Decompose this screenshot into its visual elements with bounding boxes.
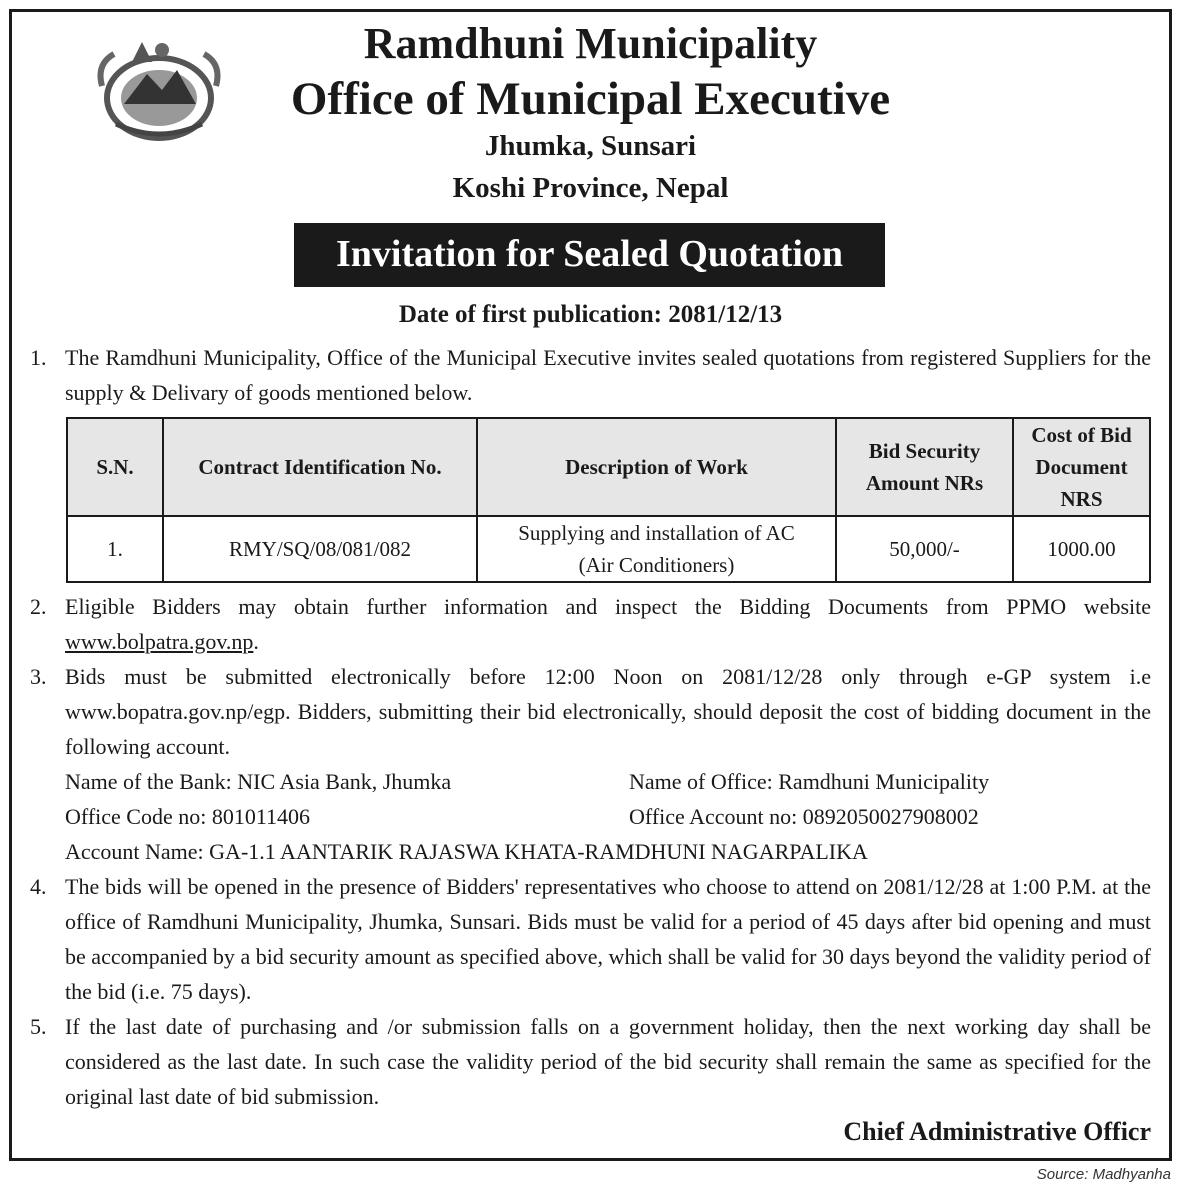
cell-description: [477, 516, 836, 582]
cell-contract-id: RMY/SQ/08/081/082: [163, 516, 477, 582]
cell-sn: 1.: [67, 516, 163, 582]
cell-description-line2: (Air Conditioners): [578, 553, 735, 577]
item-3-text: Bids must be submitted electronically before 12:00 Noon on 2081/12/28 only through e-GP system i.e www.bopatra.gov.np/egp. Bidders, submitting their bid electronically, should deposit the cost of bidding document in the following account.: [65, 664, 1151, 759]
item-number-1: 1.: [30, 345, 47, 370]
item-5-text: If the last date of purchasing and /or submission falls on a government holiday, then the next working day shall be considered as the last date. In such case the validity period of the bid security shall remain the same as specified for the original last date of bid submission.: [65, 1014, 1151, 1109]
office-name-field: Name of Office: Ramdhuni Municipality: [629, 769, 990, 794]
item-4-text: The bids will be opened in the presence of Bidders' representatives who choose to attend on 2081/12/28 at 1:00 P.M. at the office of Ramdhuni Municipality, Jhumka, Sunsari. Bids must be valid for a period of 45 days after bid opening and must be accompanied by a bid security amount as specified above, which shall be valid for 30 days beyond the validity period of the bid (i.e. 75 days).: [65, 874, 1151, 1004]
bolpatra-link[interactable]: www.bolpatra.gov.np: [65, 629, 254, 654]
item-2-text: Eligible Bidders may obtain further information and inspect the Bidding Documents from PPMO website www.bolpatra.gov.np.: [65, 594, 1151, 654]
header-bid-security-line1: Bid Security: [868, 439, 981, 463]
header-bid-security: [836, 418, 1013, 516]
table-header-row: [67, 418, 1150, 516]
header-bid-cost-line2: Document NRS: [1035, 455, 1128, 511]
header-bid-security-line2: Amount NRs: [865, 471, 984, 495]
header-description: Description of Work: [477, 418, 836, 516]
item-1-text: The Ramdhuni Municipality, Office of the Municipal Executive invites sealed quotations from registered Suppliers for the supply & Delivary of goods mentioned below.: [65, 345, 1151, 405]
signatory: Chief Administrative Officr: [843, 1117, 1151, 1146]
office-account-no: Office Account no: 0892050027908002: [629, 804, 979, 829]
item-number-2: 2.: [30, 594, 47, 619]
source-credit: Source: Madhyanha: [1036, 1166, 1171, 1183]
item-number-4: 4.: [30, 874, 47, 899]
office-code: Office Code no: 801011406: [65, 804, 311, 829]
item-number-3: 3.: [30, 664, 47, 689]
header-contract-id: Contract Identification No.: [163, 418, 477, 516]
cell-bid-security: 50,000/-: [836, 516, 1013, 582]
account-name: Account Name: GA-1.1 AANTARIK RAJASWA KHATA-RAMDHUNI NAGARPALIKA: [65, 839, 868, 864]
municipality-name: Ramdhuni Municipality: [363, 19, 818, 68]
item-2-body: Eligible Bidders may obtain further information and inspect the Bidding Documents from PPMO website: [65, 594, 1151, 619]
cell-bid-cost: 1000.00: [1013, 516, 1150, 582]
office-name: Office of Municipal Executive: [290, 73, 891, 125]
cell-description-line1: Supplying and installation of AC: [518, 521, 795, 545]
quotation-table: [66, 417, 1151, 583]
province-line: Koshi Province, Nepal: [452, 172, 729, 204]
header-bid-cost-line1: Cost of Bid: [1031, 423, 1132, 447]
table-row: [67, 516, 1150, 582]
bank-name: Name of the Bank: NIC Asia Bank, Jhumka: [65, 769, 452, 794]
header-bid-cost: [1013, 418, 1150, 516]
publication-date: Date of first publication: 2081/12/13: [398, 301, 783, 328]
location-line: Jhumka, Sunsari: [484, 130, 697, 162]
notice-title-banner: Invitation for Sealed Quotation: [294, 223, 885, 287]
header-sn: S.N.: [67, 418, 163, 516]
item-number-5: 5.: [30, 1014, 47, 1039]
